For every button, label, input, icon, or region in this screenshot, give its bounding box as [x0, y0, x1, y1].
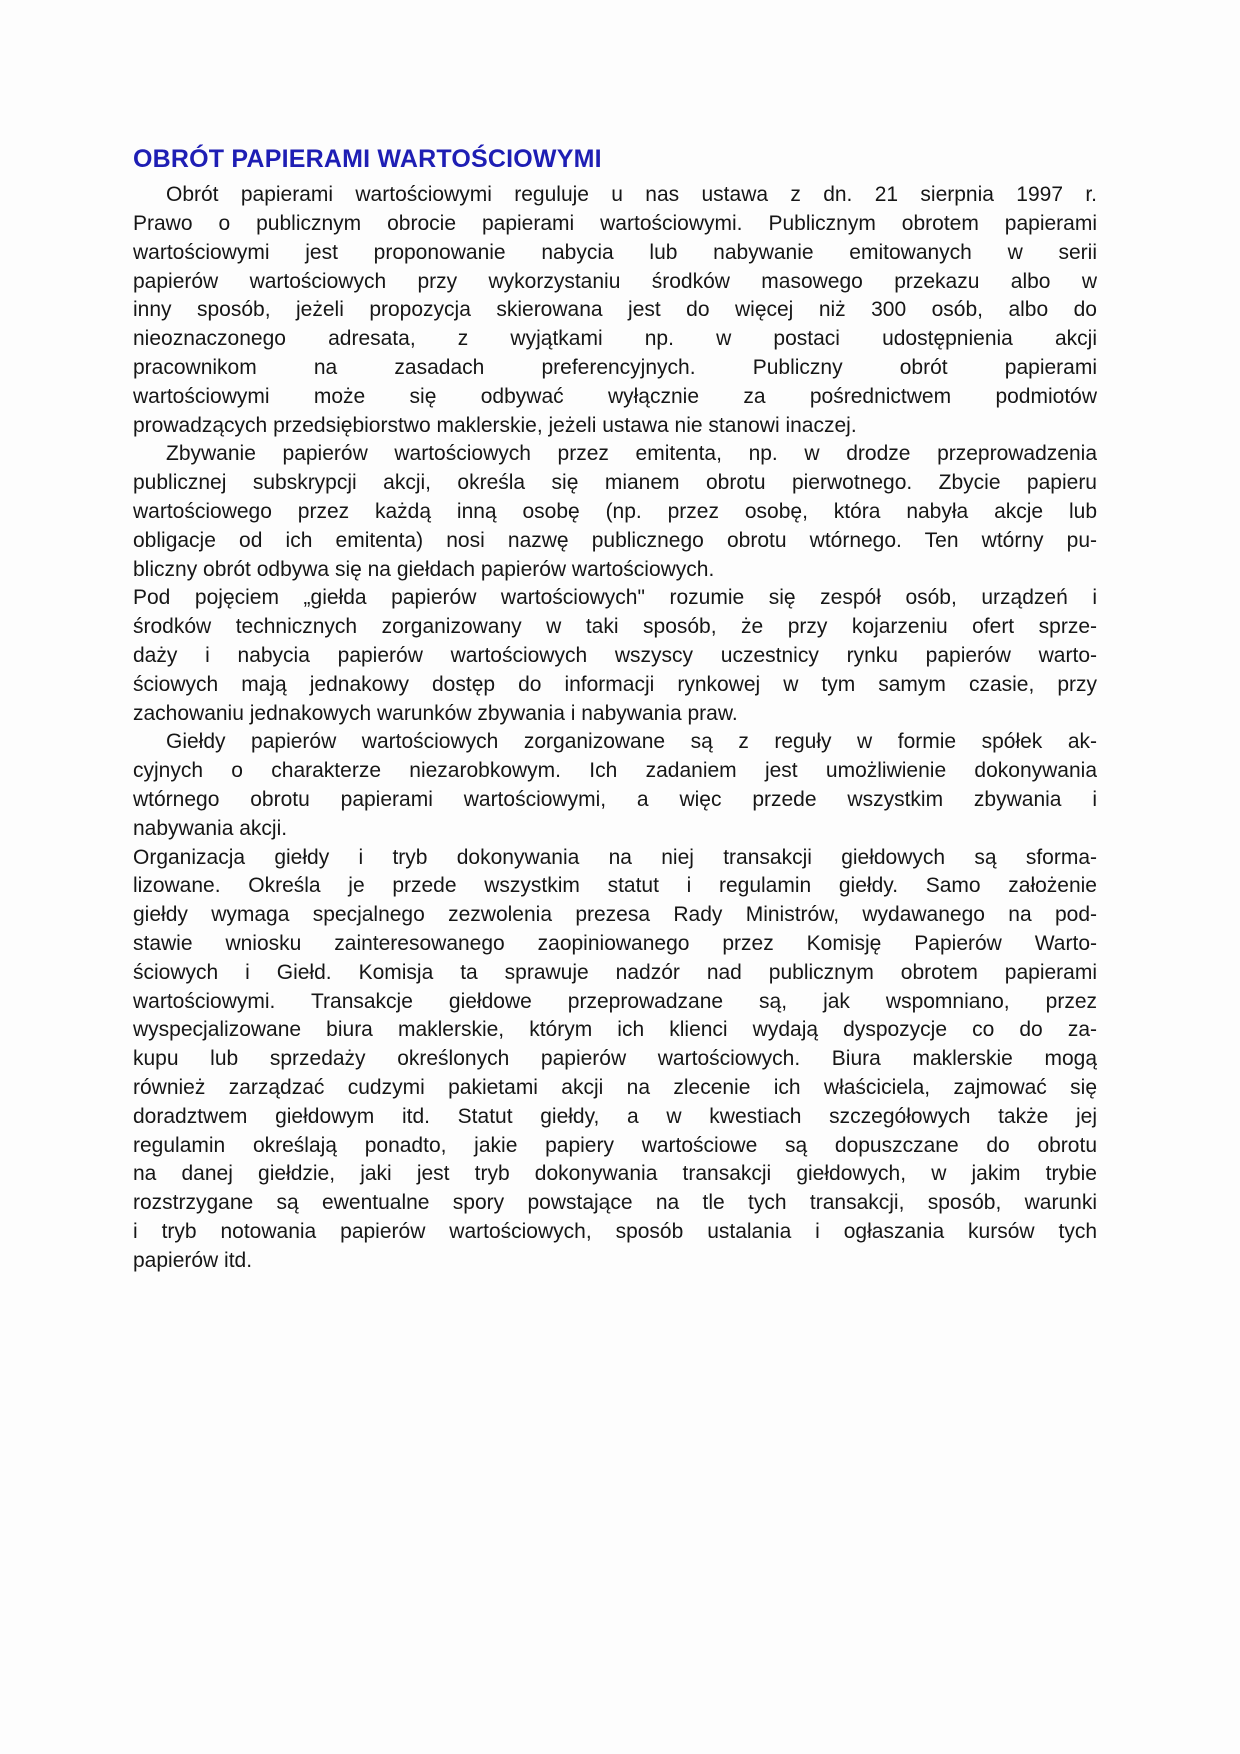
- text-line: publicznej subskrypcji akcji, określa się mianem obrotu pierwotnego. Zbycie papieru: [133, 471, 1097, 495]
- text-line: rozstrzygane są ewentualne spory powstające na tle tych transakcji, sposób, warunki: [133, 1191, 1097, 1215]
- text-line: środków technicznych zorganizowany w taki sposób, że przy kojarzeniu ofert sprze-: [133, 615, 1097, 639]
- text-line: prowadzących przedsiębiorstwo maklerskie, jeżeli ustawa nie stanowi inaczej.: [133, 413, 857, 437]
- text-line: zachowaniu jednakowych warunków zbywania i nabywania praw.: [133, 701, 738, 725]
- text-line: ściowych i Giełd. Komisja ta sprawuje nadzór nad publicznym obrotem papierami: [133, 960, 1097, 984]
- text-line: stawie wniosku zainteresowanego zaopiniowanego przez Komisję Papierów Warto-: [133, 931, 1097, 955]
- text-line: bliczny obrót odbywa się na giełdach papierów wartościowych.: [133, 557, 715, 581]
- text-line: wartościowymi jest proponowanie nabycia lub nabywanie emitowanych w serii: [133, 240, 1097, 264]
- text-line: kupu lub sprzedaży określonych papierów wartościowych. Biura maklerskie mogą: [133, 1047, 1097, 1071]
- text-line: daży i nabycia papierów wartościowych wszyscy uczestnicy rynku papierów warto-: [133, 644, 1097, 667]
- text-line: papierów itd.: [133, 1248, 253, 1272]
- paragraph: [133, 728, 1097, 843]
- text-line: na danej giełdzie, jaki jest tryb dokonywania transakcji giełdowych, w jakim trybie: [133, 1162, 1097, 1186]
- paragraph: [133, 440, 1097, 584]
- paragraph: [133, 181, 1097, 440]
- text-line: ściowych mają jednakowy dostęp do informacji rynkowej w tym samym czasie, przy: [133, 672, 1097, 696]
- text-line: i tryb notowania papierów wartościowych, sposób ustalania i ogłaszania kursów tych: [133, 1219, 1097, 1243]
- text-line: pracownikom na zasadach preferencyjnych. Publiczny obrót papierami: [133, 356, 1097, 380]
- text-line: wartościowymi może się odbywać wyłącznie za pośrednictwem podmiotów: [133, 384, 1097, 408]
- text-line: również zarządzać cudzymi pakietami akcji na zlecenie ich właściciela, zajmować się: [133, 1075, 1097, 1099]
- text-line: wartościowego przez każdą inną osobę (np. przez osobę, która nabyła akcje lub: [133, 500, 1097, 524]
- paragraph: [133, 844, 1097, 1276]
- document-body: [133, 181, 1097, 1275]
- text-line: papierów wartościowych przy wykorzystaniu środków masowego przekazu albo w: [133, 269, 1097, 293]
- text-line: nieoznaczonego adresata, z wyjątkami np. w postaci udostępnienia akcji: [133, 327, 1097, 351]
- paragraph: [133, 584, 1097, 728]
- text-line: nabywania akcji.: [133, 816, 288, 840]
- text-line: regulamin określają ponadto, jakie papiery wartościowe są dopuszczane do obrotu: [133, 1133, 1097, 1157]
- text-line: wartościowymi. Transakcje giełdowe przeprowadzane są, jak wspomniano, przez: [133, 989, 1097, 1013]
- text-line: lizowane. Określa je przede wszystkim statut i regulamin giełdy. Samo założenie: [133, 874, 1097, 898]
- text-line: wyspecjalizowane biura maklerskie, którym ich klienci wydają dyspozycje co do za-: [133, 1018, 1097, 1042]
- text-line: obligacje od ich emitenta) nosi nazwę publicznego obrotu wtórnego. Ten wtórny pu-: [133, 528, 1097, 552]
- document-page: [133, 146, 1097, 1276]
- text-line: Prawo o publicznym obrocie papierami wartościowymi. Publicznym obrotem papierami: [133, 212, 1097, 236]
- text-line: cyjnych o charakterze niezarobkowym. Ich zadaniem jest umożliwienie dokonywania: [133, 759, 1097, 783]
- text-line: Zbywanie papierów wartościowych przez emitenta, np. w drodze przeprowadzenia: [166, 442, 1097, 466]
- text-line: giełdy wymaga specjalnego zezwolenia prezesa Rady Ministrów, wydawanego na pod-: [133, 903, 1097, 927]
- text-line: Giełdy papierów wartościowych zorganizowane są z reguły w formie spółek ak-: [166, 730, 1097, 754]
- text-line: inny sposób, jeżeli propozycja skierowana jest do więcej niż 300 osób, albo do: [133, 298, 1097, 322]
- page-title: OBRÓT PAPIERAMI WARTOŚCIOWYMI: [133, 145, 602, 173]
- text-line: Organizacja giełdy i tryb dokonywania na niej transakcji giełdowych są sforma-: [133, 845, 1097, 869]
- text-line: wtórnego obrotu papierami wartościowymi, a więc przede wszystkim zbywania i: [133, 787, 1097, 811]
- text-line: Obrót papierami wartościowymi reguluje u nas ustawa z dn. 21 sierpnia 1997 r.: [166, 183, 1097, 207]
- text-line: doradztwem giełdowym itd. Statut giełdy, a w kwestiach szczegółowych także jej: [133, 1104, 1097, 1128]
- text-line: Pod pojęciem „giełda papierów wartościowych" rozumie się zespół osób, urządzeń i: [133, 586, 1097, 610]
